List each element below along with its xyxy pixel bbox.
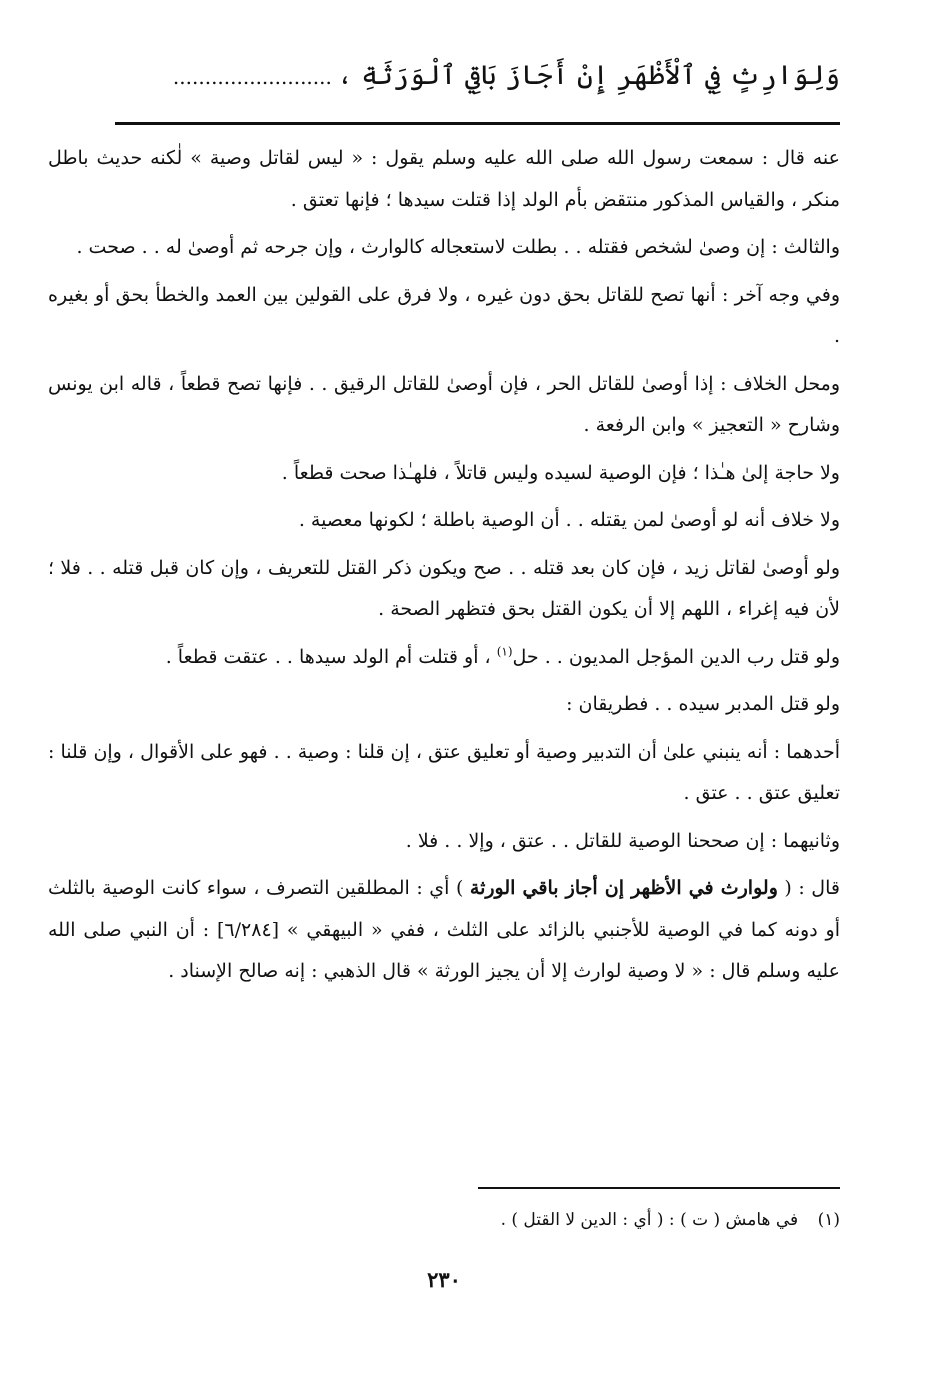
paragraph <box>48 364 840 447</box>
paragraph-text: أحدهما : أنه ينبني علىٰ أن التدبير وصية أو تعليق عتق ، إن قلنا : وصية . . فهو على الأقوال ، وإن قلنا : تعليق عتق . . عتق . <box>48 740 840 804</box>
paragraph-text: ولا خلاف أنه لو أوصىٰ لمن يقتله . . أن الوصية باطلة ؛ لكونها معصية . <box>298 509 840 531</box>
running-header-dots: ......................... <box>172 65 332 89</box>
paragraph-text: والثالث : إن وصىٰ لشخص فقتله . . بطلت لاستعجاله كالوارث ، وإن جرحه ثم أوصىٰ له . . صحت . <box>76 236 840 258</box>
paragraph <box>48 500 840 542</box>
paragraph-text: وثانيهما : إن صححنا الوصية للقاتل . . عتق ، وإلا . . فلا . <box>405 829 840 852</box>
paragraph <box>48 227 840 269</box>
paragraph <box>48 138 840 221</box>
footnote-reference: (١) <box>496 644 513 659</box>
paragraph-text: ، أو قتلت أم الولد سيدها . . عتقت قطعاً . <box>165 645 497 668</box>
paragraph-text: عنه قال : سمعت رسول الله صلى الله عليه وسلم يقول : « ليس لقاتل وصية » لٰكنه حديث باطل منكر ، والقياس المذكور منتقض بأم الولد إذا قتلت سيدها ؛ فإنها تعتق . <box>48 147 840 211</box>
footnote <box>200 1200 840 1240</box>
paragraph <box>48 453 840 495</box>
running-header-title: وَلِوَارِثٍ فِي ٱلْأَظْهَرِ إِنْ أَجَازَ بَاقِي ٱلْوَرَثَةِ ، <box>336 60 840 91</box>
footnote-text: في هامش ( ت ) : ( أي : الدين لا القتل ) . <box>500 1210 799 1230</box>
footnote-divider <box>478 1187 840 1189</box>
body-text <box>48 138 840 999</box>
paragraph <box>48 868 840 993</box>
paragraph-text: ولو أوصىٰ لقاتل زيد ، فإن كان بعد قتله . . صح ويكون ذكر القتل للتعريف ، وإن كان قبل قتله . . فلا ؛ لأن فيه إغراء ، اللهم إلا أن يكون القتل بحق فتظهر الصحة . <box>48 556 840 620</box>
paragraph-text: وفي وجه آخر : أنها تصح للقاتل بحق دون غيره ، ولا فرق على القولين بين العمد والخطأ بحق أو بغيره . <box>48 283 840 347</box>
quoted-matn-text: ولوارث في الأظهر إن أجاز باقي الورثة <box>469 877 778 899</box>
paragraph <box>48 732 840 815</box>
paragraph-text: ) أي : المطلقين التصرف ، سواء كانت الوصية بالثلث أو دونه كما في الوصية للأجنبي بالزائد على الثلث ، ففي « البيهقي » [٦/٢٨٤] : أن النبي صلى الله عليه وسلم قال : « لا وصية لوارث إلا أن يجيز الورثة » قال الذهبي : إنه صالح الإسناد . <box>48 877 840 982</box>
paragraph <box>48 684 840 726</box>
paragraph-text: ولو قتل رب الدين المؤجل المديون . . حل <box>512 645 840 668</box>
paragraph <box>48 821 840 863</box>
footnote-marker: (١) <box>817 1210 840 1230</box>
paragraph <box>48 637 840 679</box>
header-divider <box>115 122 840 125</box>
paragraph <box>48 548 840 631</box>
page-number: ٢٣٠ <box>427 1267 461 1292</box>
running-header <box>60 48 840 104</box>
paragraph-text: ولا حاجة إلىٰ هـٰذا ؛ فإن الوصية لسيده وليس قاتلاً ، فلهـٰذا صحت قطعاً . <box>281 461 840 484</box>
paragraph <box>48 275 840 358</box>
paragraph-text: ومحل الخلاف : إذا أوصىٰ للقاتل الحر ، فإن أوصىٰ للقاتل الرقيق . . فإنها تصح قطعاً ، قاله ابن يونس وشارح « التعجيز » وابن الرفعة . <box>48 372 840 436</box>
paragraph-text: قال : ( <box>777 877 840 899</box>
paragraph-text: ولو قتل المدبر سيده . . فطريقان : <box>566 693 840 715</box>
